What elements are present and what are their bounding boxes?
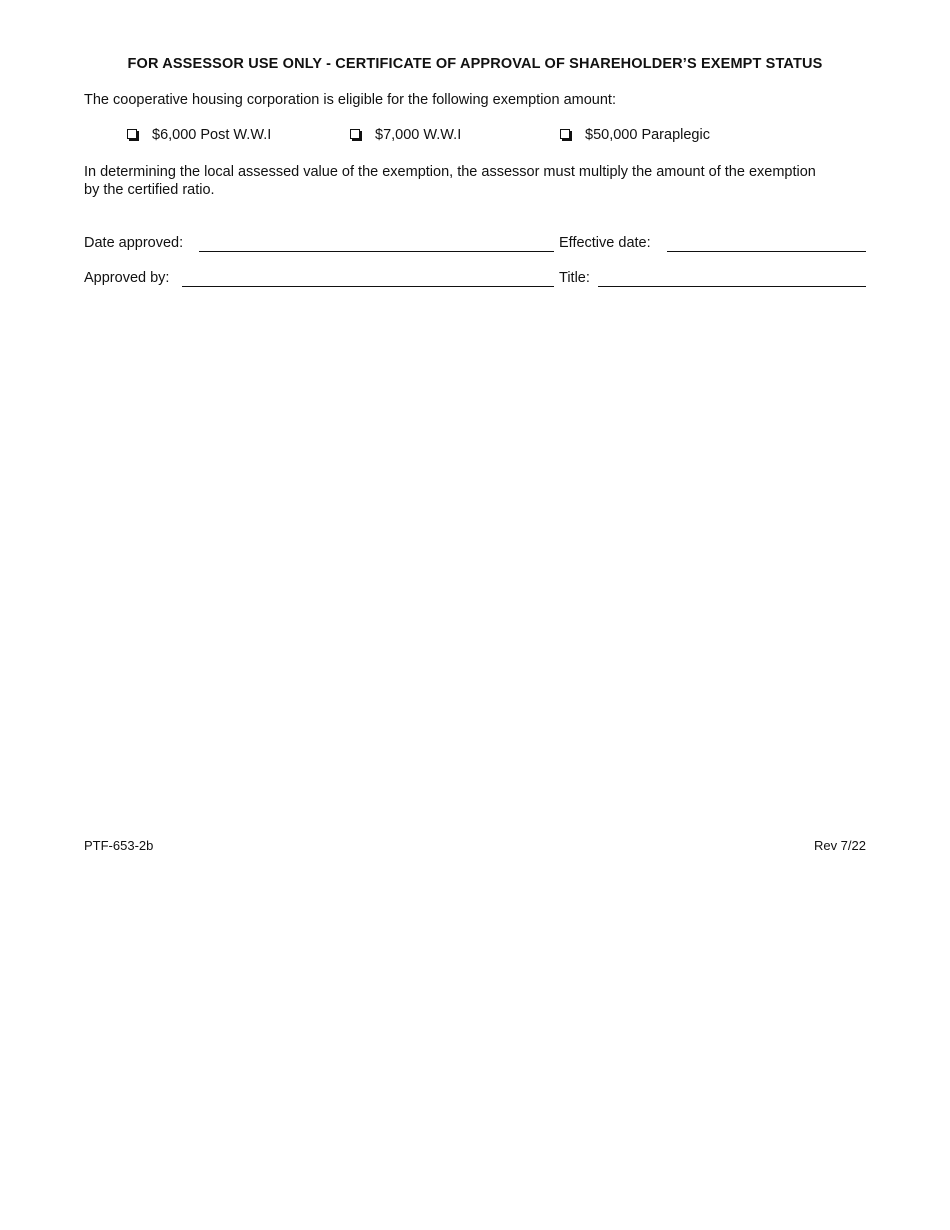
title-field[interactable] xyxy=(598,285,866,287)
exemption-option-label: $7,000 W.W.I xyxy=(375,127,462,143)
form-number: PTF-653-2b xyxy=(84,838,154,853)
page-title: FOR ASSESSOR USE ONLY - CERTIFICATE OF APPROVAL OF SHAREHOLDER’S EXEMPT STATUS xyxy=(127,56,823,72)
approval-row xyxy=(84,270,866,290)
checkbox-icon[interactable] xyxy=(560,129,570,139)
effective-date-field[interactable] xyxy=(667,250,866,252)
date-approved-field[interactable] xyxy=(199,250,554,252)
exemption-option-label: $50,000 Paraplegic xyxy=(585,127,710,143)
exemption-option-label: $6,000 Post W.W.I xyxy=(152,127,272,143)
exemption-option-6000[interactable] xyxy=(127,127,271,143)
title-label: Title: xyxy=(559,270,590,286)
approved-by-field[interactable] xyxy=(182,285,554,287)
date-approved-label: Date approved: xyxy=(84,235,184,251)
exemption-option-7000[interactable] xyxy=(350,127,461,143)
checkbox-icon[interactable] xyxy=(350,129,360,139)
revision-date: Rev 7/22 xyxy=(813,838,866,853)
date-row xyxy=(84,235,866,255)
approved-by-label: Approved by: xyxy=(84,270,170,286)
assessor-note: In determining the local assessed value of the exemption, the assessor must multiply the amount of the exemption by the certified ratio. xyxy=(84,164,816,198)
intro-text: The cooperative housing corporation is eligible for the following exemption amount: xyxy=(84,92,616,108)
checkbox-icon[interactable] xyxy=(127,129,137,139)
effective-date-label: Effective date: xyxy=(559,235,651,251)
exemption-option-50000[interactable] xyxy=(560,127,710,143)
